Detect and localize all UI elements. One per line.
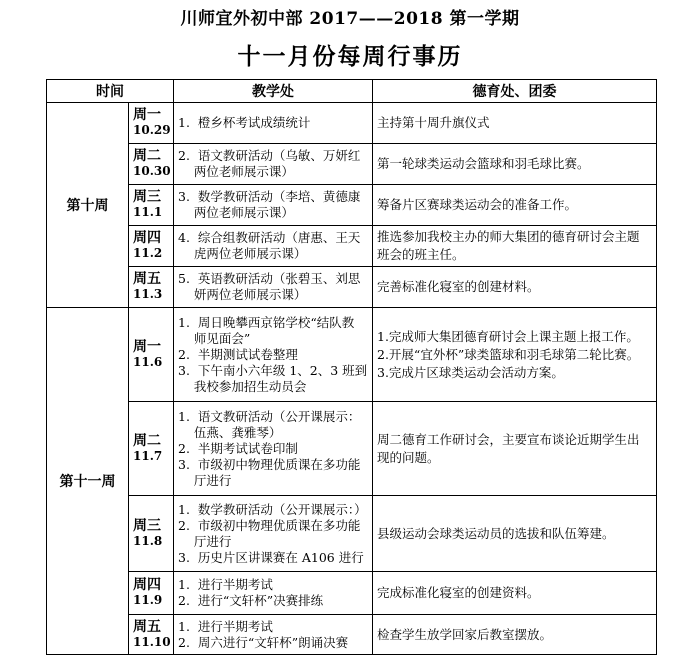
teaching-activity-line: 伍燕、龚雅琴） [178,424,282,440]
table-row [47,572,657,615]
date-label: 10.29 [133,123,171,137]
week-label: 第十一周 [47,308,129,655]
teaching-activity-line: 我校参加招生动员会 [178,378,307,394]
moral-activities-cell [373,185,657,226]
table-row [47,402,657,496]
weekday-label: 周五 [133,271,161,287]
day-cell [129,572,174,615]
teaching-activity-line: 两位老师展示课） [178,164,294,179]
moral-activity-line: 完成标准化寝室的创建资料。 [377,585,540,600]
teaching-activity-line: 厅进行 [178,472,232,488]
moral-activities-cell [373,144,657,185]
moral-activity-line: 3.完成片区球类运动会活动方案。 [377,364,564,380]
moral-activities-cell [373,572,657,615]
weekday-label: 周二 [133,432,161,449]
date-label: 11.8 [133,533,163,548]
moral-activities-cell [373,103,657,144]
page-title: 十一月份每周行事历 [237,43,463,70]
teaching-activities-cell [174,144,373,185]
weekday-label: 周二 [133,148,161,164]
moral-activity-line: 推选参加我校主办的师大集团的德育研讨会主题 [377,229,640,244]
moral-activity-line: 完善标准化寝室的创建材料。 [377,279,540,294]
day-cell [129,185,174,226]
moral-activity-line: 第一轮球类运动会篮球和羽毛球比赛。 [377,156,590,171]
teaching-activities-cell [174,226,373,267]
day-cell [129,144,174,185]
teaching-activities-cell [174,185,373,226]
moral-activities-cell [373,308,657,402]
teaching-activity-line: 3. 历史片区讲课赛在 A106 进行 [178,549,364,565]
teaching-activities-cell [174,308,373,402]
teaching-activities-cell [174,496,373,572]
week-label: 第十周 [47,103,129,308]
moral-activity-line: 主持第十周升旗仪式 [377,115,490,130]
table-row [47,226,657,267]
moral-activities-cell [373,226,657,267]
teaching-activity-line: 1. 橙乡杯考试成绩统计 [178,115,311,130]
moral-activity-line: 2.开展“宜外杯”球类篮球和羽毛球第二轮比赛。 [377,346,640,362]
date-label: 11.2 [133,246,163,260]
day-cell [129,226,174,267]
header-time: 时间 [47,80,174,103]
moral-activity-line: 县级运动会球类运动员的选拔和队伍筹建。 [377,525,615,541]
teaching-activity-line: 4. 综合组教研活动（唐惠、王天 [178,230,361,245]
teaching-activity-line: 2. 语文教研活动（乌敏、万妍红 [178,148,361,163]
table-row [47,103,657,144]
teaching-activity-line: 5. 英语教研活动（张碧玉、刘思 [178,271,361,286]
teaching-activity-line: 3. 市级初中物理优质课在多功能 [178,456,361,472]
date-label: 11.3 [133,287,163,301]
weekday-label: 周三 [133,517,161,534]
moral-activity-line: 筹备片区赛球类运动会的准备工作。 [377,197,578,212]
moral-activities-cell [373,267,657,308]
weekday-label: 周四 [133,577,161,593]
moral-activities-cell [373,496,657,572]
date-label: 11.9 [133,593,163,607]
teaching-activity-line: 2. 半期考试试卷印制 [178,440,298,456]
teaching-activity-line: 2. 市级初中物理优质课在多功能 [178,517,361,533]
moral-activities-cell [373,615,657,655]
weekday-label: 周五 [133,618,161,635]
teaching-activity-line: 两位老师展示课） [178,205,294,220]
header-moral-office: 德育处、团委 [373,80,657,103]
teaching-activity-line: 1. 数学教研活动（公开课展示：） [178,501,367,517]
teaching-activity-line: 3. 下午南小六年级 1、2、3 班到 [178,362,368,378]
teaching-activities-cell [174,615,373,655]
day-cell [129,402,174,496]
teaching-activity-line: 1. 语文教研活动（公开课展示： [178,408,361,424]
table-row [47,267,657,308]
moral-activity-line: 现的问题。 [377,449,440,465]
teaching-activities-cell [174,572,373,615]
teaching-activities-cell [174,402,373,496]
moral-activity-line: 周二德育工作研讨会，主要宣布谈论近期学生出 [377,431,640,447]
table-row [47,185,657,226]
teaching-activities-cell [174,267,373,308]
teaching-activity-line: 2. 半期测试试卷整理 [178,346,298,362]
date-label: 11.7 [133,448,163,463]
teaching-activity-line: 1. 周日晚攀西京铭学校“结队教 [178,314,355,330]
teaching-activity-line: 1. 进行半期考试 [178,577,273,592]
header-teaching-office: 教学处 [174,80,373,103]
teaching-activity-line: 妍两位老师展示课） [178,287,307,302]
moral-activity-line: 班会的班主任。 [377,247,465,262]
day-cell [129,103,174,144]
date-label: 11.10 [133,634,171,649]
teaching-activity-line: 厅进行 [178,533,232,549]
table-row [47,144,657,185]
teaching-activity-line: 2. 周六进行“文轩杯”朗诵决赛 [178,634,349,650]
day-cell [129,615,174,655]
moral-activities-cell [373,402,657,496]
table-row [47,496,657,572]
table-header-row [47,80,657,103]
weekday-label: 周一 [133,107,161,123]
weekday-label: 周四 [133,230,161,246]
day-cell [129,267,174,308]
teaching-activity-line: 1. 进行半期考试 [178,618,273,634]
teaching-activity-line: 3. 数学教研活动（李培、黄德康 [178,189,361,204]
moral-activity-line: 检查学生放学回家后教室摆放。 [377,626,553,642]
date-label: 11.1 [133,205,163,219]
date-label: 11.6 [133,354,163,369]
teaching-activity-line: 师见面会” [178,330,251,346]
school-term-title: 川师宜外初中部 2017——2018 第一学期 [180,9,520,29]
teaching-activity-line: 虎两位老师展示课） [178,246,307,261]
weekday-label: 周一 [133,338,161,355]
teaching-activity-line: 2. 进行“文轩杯”决赛排练 [178,593,324,608]
date-label: 10.30 [133,164,171,178]
weekday-label: 周三 [133,189,161,205]
teaching-activities-cell [174,103,373,144]
calendar-body [47,103,657,655]
weekly-calendar-table [46,79,657,655]
day-cell [129,308,174,402]
moral-activity-line: 1.完成师大集团德育研讨会上课主题上报工作。 [377,328,639,344]
day-cell [129,496,174,572]
table-row [47,308,657,402]
table-row [47,615,657,655]
